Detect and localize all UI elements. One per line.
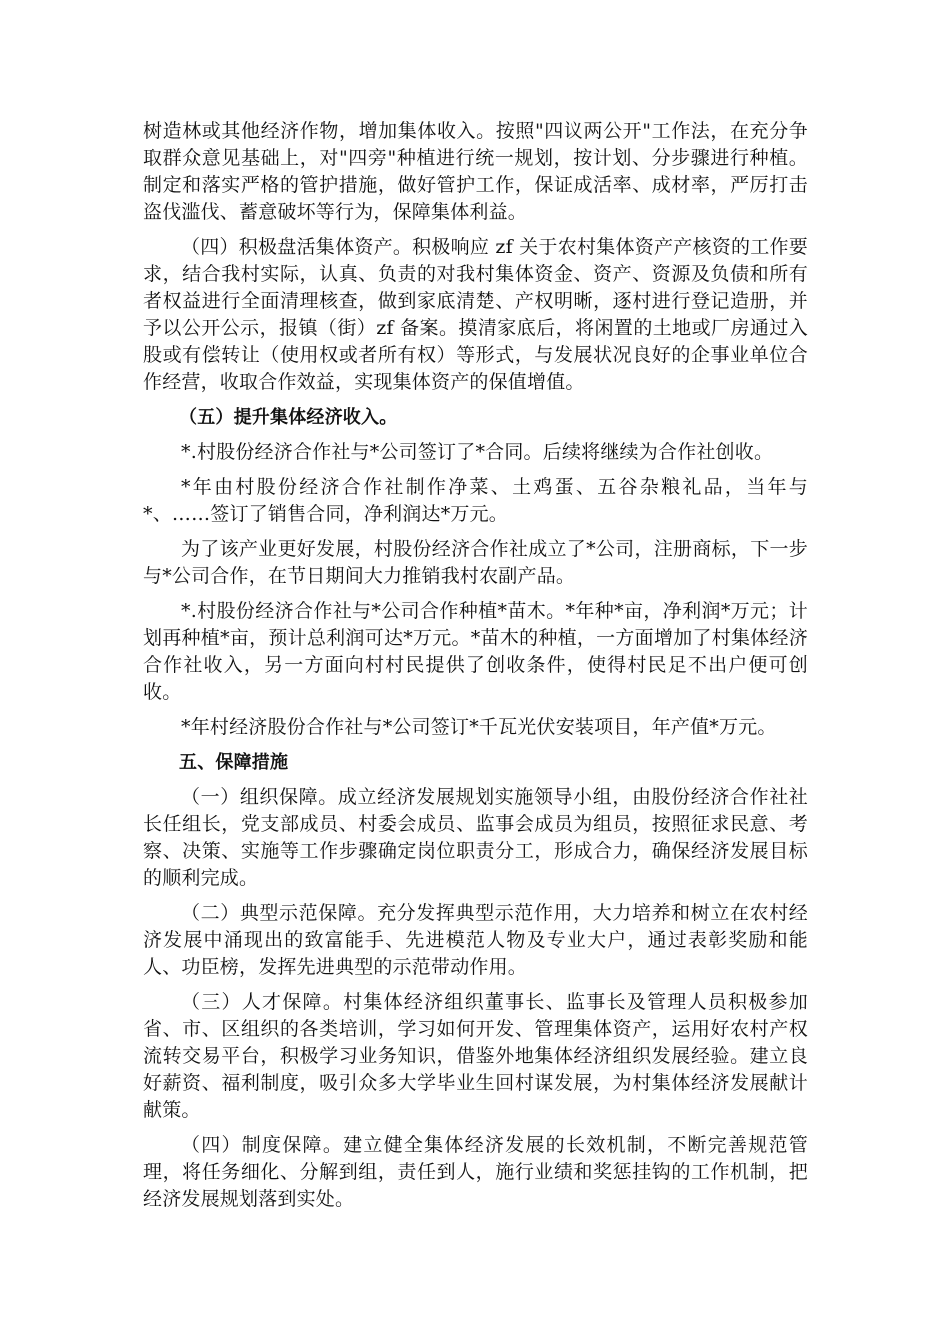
- paragraph-model-demonstration: （二）典型示范保障。充分发挥典型示范作用，大力培养和树立在农村经济发展中涌现出的致富能手、先进模范人物及专业大户，通过表彰奖励和能人、功臣榜，发挥先进典型的示范带动作用。: [143, 902, 808, 978]
- paragraph-activate-assets: （四）积极盘活集体资产。积极响应 zf 关于农村集体资产产核资的工作要求，结合我村实际，认真、负责的对我村集体资金、资产、资源及负债和所有者权益进行全面清理核查，做到家底清楚、产权明晰，逐村进行登记造册，并予以公开公示，报镇（街）zf 备案。摸清家底后，将闲置的土地或厂房通过入股或有偿转让（使用权或者所有权）等形式，与发展状况良好的企事业单位合作经营，收取合作效益，实现集体资产的保值增值。: [143, 236, 808, 393]
- paragraph-talent: （三）人才保障。村集体经济组织董事长、监事长及管理人员积极参加省、市、区组织的各类培训，学习如何开发、管理集体资产，运用好农村产权流转交易平台，积极学习业务知识，借鉴外地集体经济组织发展经验。建立良好薪资、福利制度，吸引众多大学毕业生回村谋发展，为村集体经济发展献计献策。: [143, 991, 808, 1121]
- heading-raise-income: （五）提升集体经济收入。: [179, 407, 398, 428]
- paragraph-seedlings: *.村股份经济合作社与*公司合作种植*苗木。*年种*亩，净利润*万元；计划再种植*亩，预计总利润可达*万元。*苗木的种植，一方面增加了村集体经济合作社收入，另一方面向村村民提供了创收条件，使得村民足不出户便可创收。: [143, 600, 808, 703]
- heading-safeguards: 五、保障措施: [179, 752, 289, 773]
- paragraph-gift-products: *年由村股份经济合作社制作净菜、土鸡蛋、五谷杂粮礼品，当年与*、……签订了销售合同，净利润达*万元。: [143, 476, 808, 525]
- paragraph-company-established: 为了该产业更好发展，村股份经济合作社成立了*公司，注册商标，下一步与*公司合作，在节日期间大力推销我村农副产品。: [143, 538, 808, 587]
- paragraph-continuation-afforestation: 树造林或其他经济作物，增加集体收入。按照"四议两公开"工作法，在充分争取群众意见基础上，对"四旁"种植进行统一规划，按计划、分步骤进行种植。制定和落实严格的管护措施，做好管护工作，保证成活率、成材率，严厉打击盗伐滥伐、蓄意破坏等行为，保障集体利益。: [143, 120, 808, 223]
- document-body: [143, 118, 808, 1221]
- paragraph-system: （四）制度保障。建立健全集体经济发展的长效机制，不断完善规范管理，将任务细化、分解到组，责任到人，施行业绩和奖惩挂钩的工作机制，把经济发展规划落到实处。: [143, 1134, 808, 1210]
- paragraph-organization: （一）组织保障。成立经济发展规划实施领导小组，由股份经济合作社社长任组长，党支部成员、村委会成员、监事会成员为组员，按照征求民意、考察、决策、实施等工作步骤确定岗位职责分工，形成合力，确保经济发展目标的顺利完成。: [143, 786, 808, 889]
- paragraph-contract-signed: *.村股份经济合作社与*公司签订了*合同。后续将继续为合作社创收。: [181, 441, 774, 463]
- paragraph-photovoltaic: *年村经济股份合作社与*公司签订*千瓦光伏安装项目，年产值*万元。: [181, 716, 777, 738]
